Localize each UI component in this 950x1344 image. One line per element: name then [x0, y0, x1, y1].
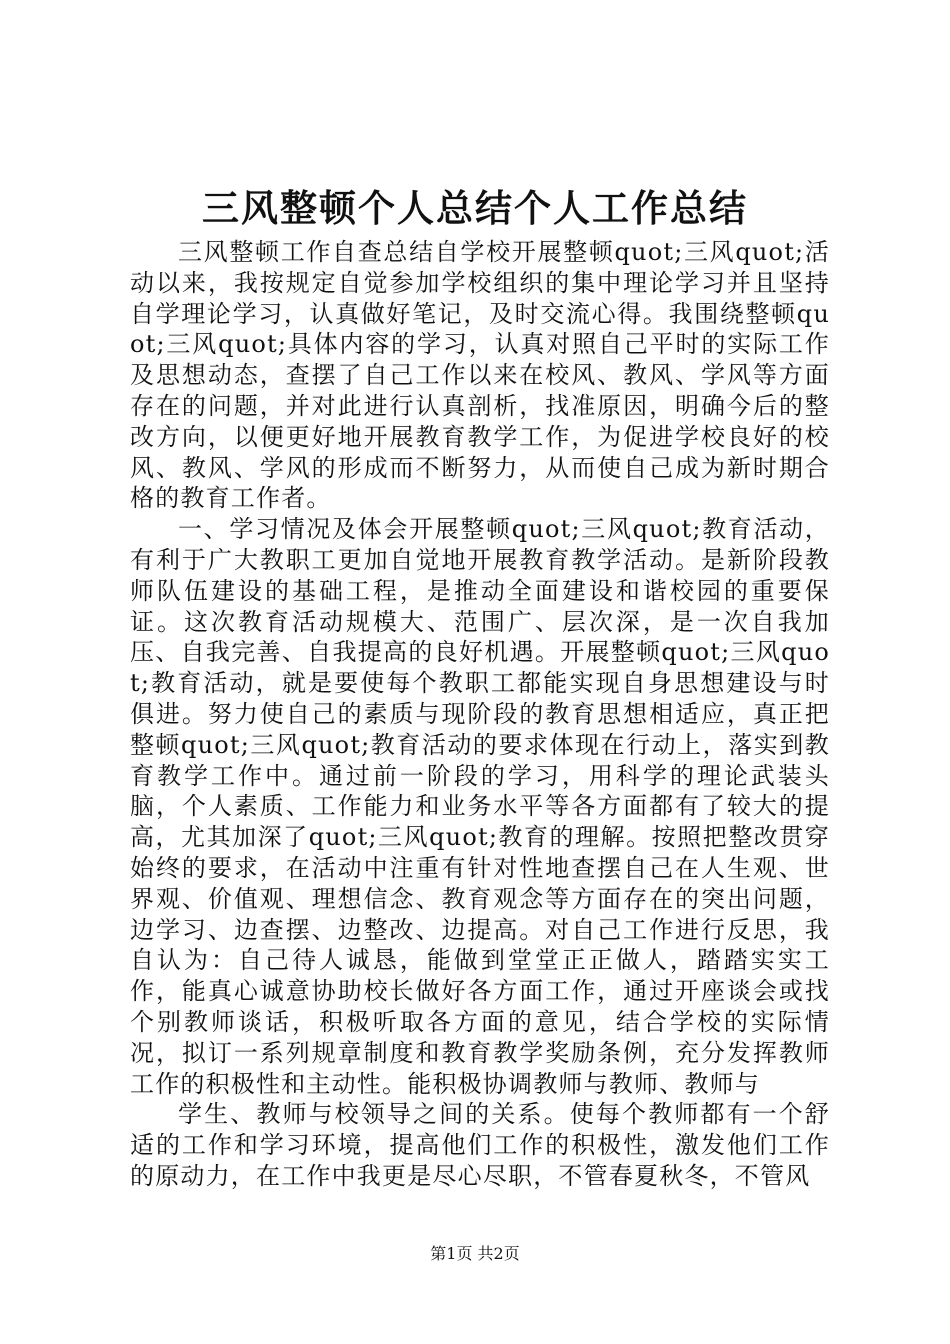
document-title: 三风整顿个人总结个人工作总结 [202, 186, 748, 230]
paragraph-relations: 学生、教师与校领导之间的关系。使每个教师都有一个舒适的工作和学习环境，提高他们工作的积极性，激发他们工作的原动力，在工作中我更是尽心尽职，不管春夏秋冬，不管风 [130, 1100, 830, 1190]
document-body [130, 237, 830, 1192]
paragraph-intro: 三风整顿工作自查总结自学校开展整顿quot;三风quot;活动以来，我按规定自觉参加学校组织的集中理论学习并且坚持自学理论学习，认真做好笔记，及时交流心得。我围绕整顿quot;三风quot;具体内容的学习，认真对照自己平时的实际工作及思想动态，查摆了自己工作以来在校风、教风、学风等方面存在的问题，并对此进行认真剖析，找准原因，明确今后的整改方向，以便更好地开展教育教学工作，为促进学校良好的校风、教风、学风的形成而不断努力，从而使自己成为新时期合格的教育工作者。 [130, 238, 830, 513]
page-number-footer: 第1页 共2页 [430, 1244, 520, 1263]
paragraph-study-situation: 一、学习情况及体会开展整顿quot;三风quot;教育活动，有利于广大教职工更加自觉地开展教育教学活动。是新阶段教师队伍建设的基础工程，是推动全面建设和谐校园的重要保证。这次教育活动规模大、范围广、层次深，是一次自我加压、自我完善、自我提高的良好机遇。开展整顿quot;三风quot;教育活动，就是要使每个教职工都能实现自身思想建设与时俱进。努力使自己的素质与现阶段的教育思想相适应，真正把整顿quot;三风quot;教育活动的要求体现在行动上，落实到教育教学工作中。通过前一阶段的学习，用科学的理论武装头脑，个人素质、工作能力和业务水平等各方面都有了较大的提高，尤其加深了quot;三风quot;教育的理解。按照把整改贯穿始终的要求，在活动中注重有针对性地查摆自己在人生观、世界观、价值观、理想信念、教育观念等方面存在的突出问题，边学习、边查摆、边整改、边提高。对自己工作进行反思，我自认为：自己待人诚恳，能做到堂堂正正做人，踏踏实实工作，能真心诚意协助校长做好各方面工作，通过开座谈会或找个别教师谈话，积极听取各方面的意见，结合学校的实际情况，拟订一系列规章制度和教育教学奖励条例，充分发挥教师工作的积极性和主动性。能积极协调教师与教师、教师与 [130, 515, 830, 1098]
